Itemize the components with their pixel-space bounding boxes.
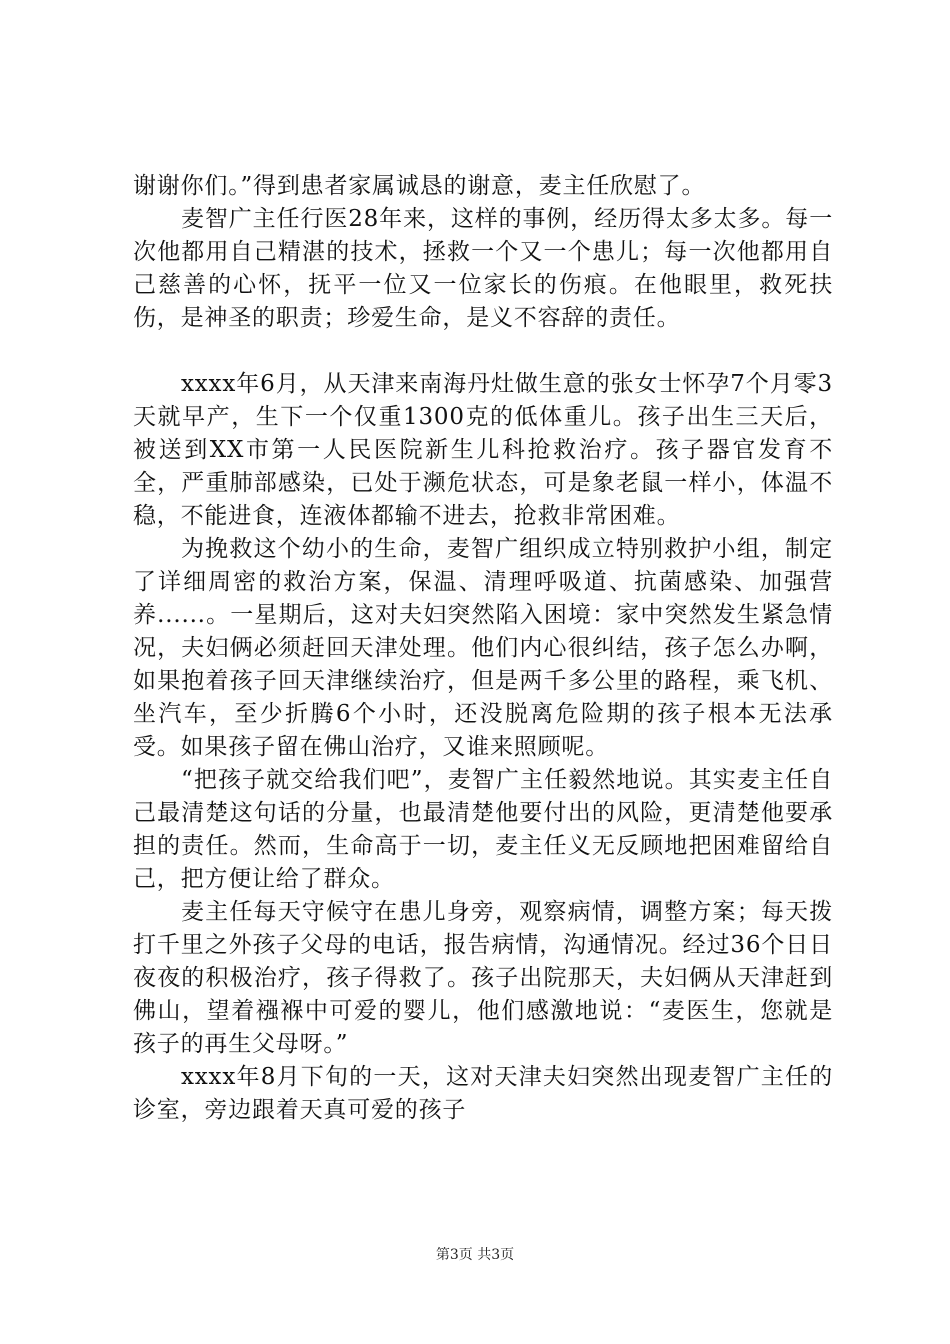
paragraph-premature-birth: xxxx年6月，从天津来南海丹灶做生意的张女士怀孕7个月零3天就早产，生下一个仅重1300克的低体重儿。孩子出生三天后，被送到XX市第一人民医院新生儿科抢救治疗。孩子器官发育不全，严重肺部感染，已处于濒危状态，可是象老鼠一样小，体温不稳，不能进食，连液体都输不进去，抢救非常困难。 — [133, 371, 833, 529]
paragraph-rescue-team: 为挽救这个幼小的生命，麦智广组织成立特别救护小组，制定了详细周密的救治方案，保温、清理呼吸道、抗菌感染、加强营养......。一星期后，这对夫妇突然陷入困境：家中突然发生紧急情况，夫妇俩必须赶回天津处理。他们内心很纠结，孩子怎么办啊，如果抱着孩子回天津继续治疗，但是两千多公里的路程，乘飞机、坐汽车，至少折腾6个小时，还没脱离危险期的孩子根本无法承受。如果孩子留在佛山治疗，又谁来照顾呢。 — [133, 536, 833, 760]
paragraph-career-summary: 麦智广主任行医28年来，这样的事例，经历得太多太多。每一次他都用自己精湛的技术，拯救一个又一个患儿；每一次他都用自己慈善的心怀，抚平一位又一位家长的伤痕。在他眼里，救死扶伤，是神圣的职责；珍爱生命，是义不容辞的责任。 — [133, 206, 833, 331]
page-number-footer: 第3页 共3页 — [435, 1247, 515, 1263]
paragraph-continuation: 谢谢你们。”得到患者家属诚恳的谢意，麦主任欣慰了。 — [133, 173, 706, 199]
document-body — [133, 170, 833, 1127]
paragraph-later-visit: xxxx年8月下旬的一天，这对天津夫妇突然出现麦智广主任的诊室，旁边跟着天真可爱的孩子 — [133, 1064, 833, 1123]
paragraph-daily-care: 麦主任每天守候守在患儿身旁，观察病情，调整方案；每天拨打千里之外孩子父母的电话，报告病情，沟通情况。经过36个日日夜夜的积极治疗，孩子得救了。孩子出院那天，夫妇俩从天津赶到佛山，望着襁褓中可爱的婴儿，他们感激地说：“麦医生，您就是孩子的再生父母呀。” — [133, 899, 833, 1057]
paragraph-entrust-child: “把孩子就交给我们吧”，麦智广主任毅然地说。其实麦主任自己最清楚这句话的分量，也最清楚他要付出的风险，更清楚他要承担的责任。然而，生命高于一切，麦主任义无反顾地把困难留给自己，把方便让给了群众。 — [133, 767, 833, 892]
paragraph-spacer — [133, 335, 833, 368]
